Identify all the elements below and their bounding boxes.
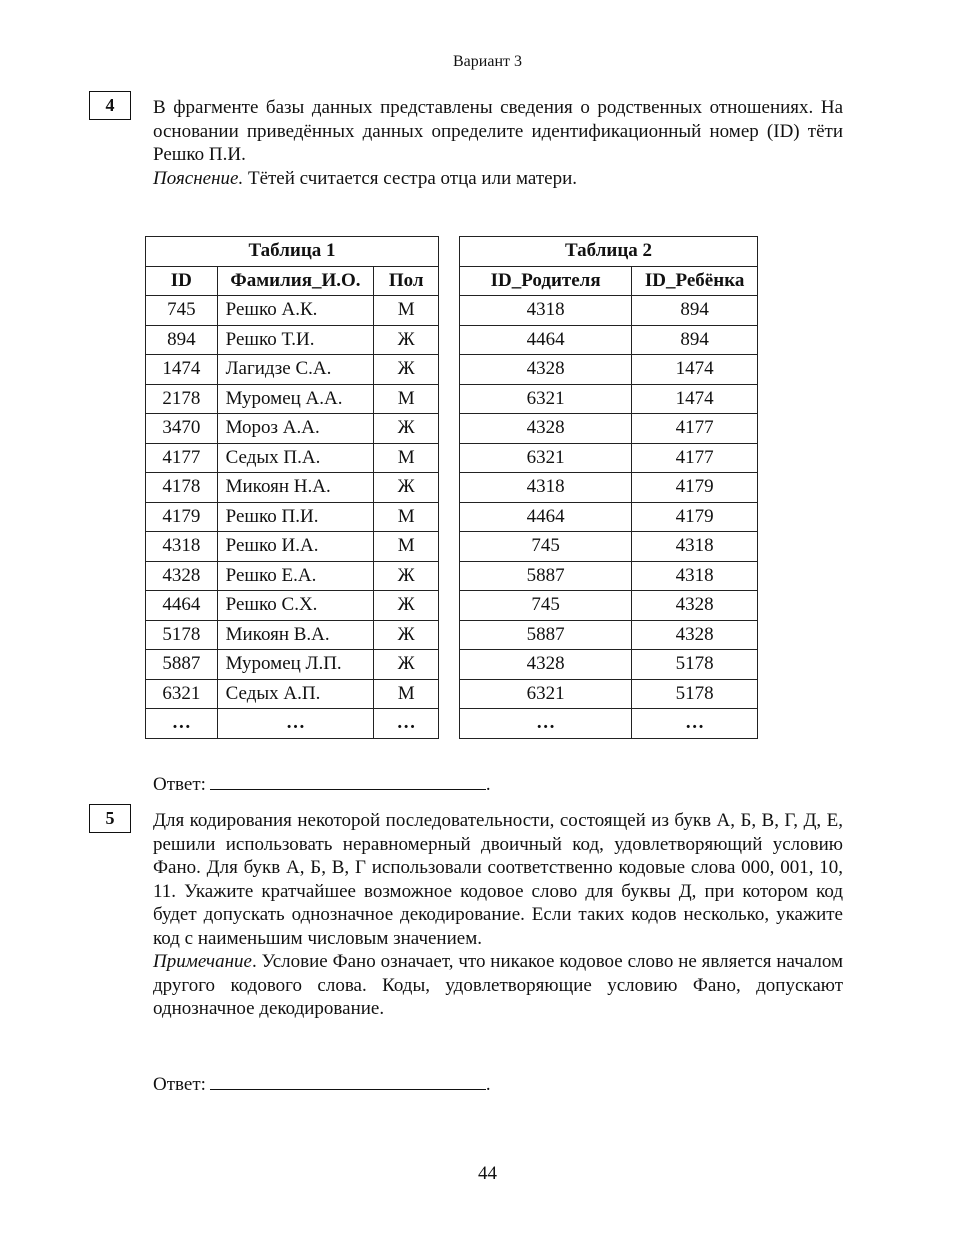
table-1-cell: Мороз А.А. (217, 414, 374, 444)
table-2-cell: 5178 (632, 650, 758, 680)
table-1-title: Таблица 1 (146, 237, 439, 267)
table-2-cell: … (460, 709, 632, 739)
table-2-row (460, 679, 758, 709)
table-1-cell: Ж (374, 591, 439, 621)
table-1-row (146, 591, 439, 621)
table-2-row (460, 709, 758, 739)
question-5-note-label: Примечание (153, 951, 252, 972)
table-2-cell: 4179 (632, 473, 758, 503)
table-2-row (460, 620, 758, 650)
table-1-cell: Муромец А.А. (217, 384, 374, 414)
variant-header: Вариант 3 (453, 53, 522, 70)
answer-5-label: Ответ: (153, 1074, 206, 1095)
table-1-row (146, 502, 439, 532)
table-1-cell: 4179 (146, 502, 218, 532)
table-2-cell: 4464 (460, 325, 632, 355)
table-2 (459, 236, 758, 739)
table-2-row (460, 561, 758, 591)
answer-4-label: Ответ: (153, 774, 206, 795)
table-1-row (146, 296, 439, 326)
table-2-row (460, 591, 758, 621)
table-2-cell: 5178 (632, 679, 758, 709)
table-2-header-child: ID_Ребёнка (632, 266, 758, 296)
table-1-cell: Решко Е.А. (217, 561, 374, 591)
table-1-cell: 5178 (146, 620, 218, 650)
table-2-row (460, 355, 758, 385)
table-1-cell: 6321 (146, 679, 218, 709)
question-4-note-text: Тётей считается сестра отца или матери. (243, 167, 577, 189)
table-2-cell: 4177 (632, 414, 758, 444)
table-2-row (460, 414, 758, 444)
table-1-row (146, 443, 439, 473)
table-1-cell: 4177 (146, 443, 218, 473)
table-1-cell: Микоян В.А. (217, 620, 374, 650)
table-2-cell: 6321 (460, 443, 632, 473)
table-1-cell: 1474 (146, 355, 218, 385)
table-1-cell: Микоян Н.А. (217, 473, 374, 503)
answer-4-end: . (485, 774, 491, 795)
table-1-cell: 4328 (146, 561, 218, 591)
table-1-row (146, 384, 439, 414)
table-1-body (146, 296, 439, 739)
table-2-cell: 1474 (632, 355, 758, 385)
question-4-note-label: Пояснение. (153, 167, 244, 189)
table-2-cell: 6321 (460, 679, 632, 709)
table-1-cell: Решко П.И. (217, 502, 374, 532)
table-1-cell: 4178 (146, 473, 218, 503)
table-1-row (146, 709, 439, 739)
table-1-cell: … (146, 709, 218, 739)
table-1-row (146, 532, 439, 562)
table-1-cell: Лагидзе С.А. (217, 355, 374, 385)
table-1-row (146, 561, 439, 591)
table-2-cell: 745 (460, 591, 632, 621)
table-2-cell: 5887 (460, 561, 632, 591)
table-1-cell: 3470 (146, 414, 218, 444)
table-1-cell: 2178 (146, 384, 218, 414)
answer-5 (153, 1071, 491, 1096)
question-4-text (153, 96, 843, 190)
table-2-cell: 4464 (460, 502, 632, 532)
table-2-cell: 894 (632, 296, 758, 326)
table-2-row (460, 650, 758, 680)
table-1-row (146, 679, 439, 709)
answer-5-end: . (485, 1074, 491, 1095)
table-1-cell: 745 (146, 296, 218, 326)
table-1-row (146, 355, 439, 385)
table-1-cell: М (374, 502, 439, 532)
table-1-row (146, 473, 439, 503)
page-number: 44 (478, 1163, 497, 1184)
table-2-row (460, 296, 758, 326)
question-5-note-text: . Условие Фано означает, что никакое кодовое слово не является началом другого кодового слова. Коды, удовлетворяющие условию Фано, допускают однозначное декодирование. (153, 951, 843, 1019)
table-2-cell: 4328 (632, 591, 758, 621)
table-1-row (146, 414, 439, 444)
table-1-cell: 894 (146, 325, 218, 355)
table-1-cell: 4464 (146, 591, 218, 621)
table-1-cell: Ж (374, 561, 439, 591)
table-1-cell: Ж (374, 620, 439, 650)
table-2-cell: 4328 (460, 414, 632, 444)
table-2-row (460, 325, 758, 355)
table-1-cell: Решко И.А. (217, 532, 374, 562)
table-1-cell: Седых П.А. (217, 443, 374, 473)
table-1-cell: Ж (374, 650, 439, 680)
table-2-cell: 1474 (632, 384, 758, 414)
table-1-cell: М (374, 679, 439, 709)
question-5-body: Для кодирования некоторой последовательности, состоящей из букв А, Б, В, Г, Д, Е, решили использовать неравномерный двоичный код, удовлетворяющий условию Фано. Для букв А, Б, В, Г использовали соответственно кодовые слова 000, 001, 10, 11. Укажите кратчайшее возможное кодовое слово для буквы Д, при котором код будет допускать однозначное декодирование. Если таких кодов несколько, укажите код с наименьшим числовым значением. (153, 810, 843, 949)
table-2-body (460, 296, 758, 739)
table-1-row (146, 650, 439, 680)
table-2-cell: 6321 (460, 384, 632, 414)
table-2-cell: 5887 (460, 620, 632, 650)
table-1-cell: Ж (374, 414, 439, 444)
table-1-cell: Решко С.Х. (217, 591, 374, 621)
table-1-cell: Ж (374, 473, 439, 503)
table-2-cell: 4328 (632, 620, 758, 650)
answer-4-field[interactable] (210, 771, 486, 790)
table-1-header-gender: Пол (374, 266, 439, 296)
table-2-cell: 4318 (632, 532, 758, 562)
table-2-cell: … (632, 709, 758, 739)
table-1-cell: Решко А.К. (217, 296, 374, 326)
table-1-cell: Муромец Л.П. (217, 650, 374, 680)
table-2-cell: 4179 (632, 502, 758, 532)
table-1-row (146, 620, 439, 650)
table-1-header-id: ID (146, 266, 218, 296)
table-2-cell: 4318 (632, 561, 758, 591)
table-1-cell: М (374, 443, 439, 473)
table-2-row (460, 473, 758, 503)
table-1-cell: Ж (374, 325, 439, 355)
table-1-cell: Ж (374, 355, 439, 385)
table-1-cell: М (374, 532, 439, 562)
table-2-header-parent: ID_Родителя (460, 266, 632, 296)
table-2-row (460, 502, 758, 532)
table-1-cell: … (217, 709, 374, 739)
table-1-header-name: Фамилия_И.О. (217, 266, 374, 296)
answer-5-field[interactable] (210, 1071, 486, 1090)
table-1-cell: Седых А.П. (217, 679, 374, 709)
table-2-cell: 4318 (460, 473, 632, 503)
question-5-text (153, 809, 843, 1021)
question-4-body: В фрагменте базы данных представлены сведения о родственных отношениях. На основании приведённых данных определите идентификационный номер (ID) тёти Решко П.И. (153, 97, 843, 165)
table-1-cell: М (374, 384, 439, 414)
question-number-5: 5 (89, 804, 131, 833)
table-2-row (460, 532, 758, 562)
table-2-row (460, 384, 758, 414)
table-1 (145, 236, 439, 739)
question-number-4: 4 (89, 91, 131, 120)
table-1-cell: Решко Т.И. (217, 325, 374, 355)
table-2-cell: 894 (632, 325, 758, 355)
table-1-cell: М (374, 296, 439, 326)
table-2-cell: 4328 (460, 355, 632, 385)
table-2-row (460, 443, 758, 473)
table-1-cell: 5887 (146, 650, 218, 680)
table-2-cell: 4318 (460, 296, 632, 326)
table-2-cell: 4177 (632, 443, 758, 473)
table-2-cell: 745 (460, 532, 632, 562)
table-2-title: Таблица 2 (460, 237, 758, 267)
table-1-cell: 4318 (146, 532, 218, 562)
table-2-cell: 4328 (460, 650, 632, 680)
table-1-cell: … (374, 709, 439, 739)
answer-4 (153, 771, 491, 796)
table-1-row (146, 325, 439, 355)
